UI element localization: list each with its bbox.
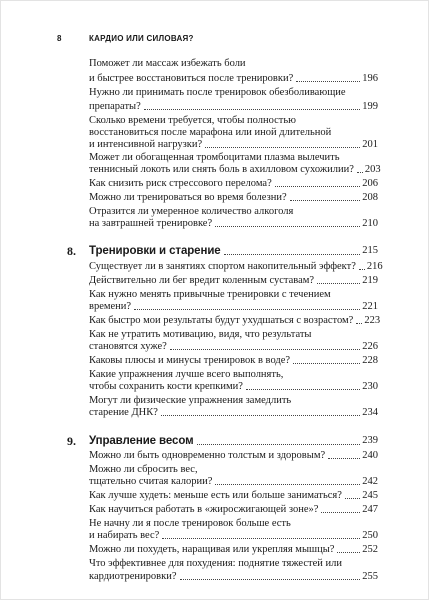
toc-page-number: 226 xyxy=(362,341,378,352)
toc-entry-text: Действительно ли бег вредит коленным суставам? xyxy=(89,275,315,286)
toc-entry-line xyxy=(89,275,378,287)
toc-entry-line xyxy=(89,206,378,218)
toc-entry-line xyxy=(89,395,378,407)
toc-entry-line xyxy=(89,152,378,164)
toc-entry-text: старение ДНК? xyxy=(89,407,158,418)
toc-entry-line xyxy=(89,450,378,462)
chapter-number: 8. xyxy=(67,244,76,258)
toc-page-number: 215 xyxy=(362,245,378,256)
toc-entry-line xyxy=(89,558,378,570)
toc-page-number: 255 xyxy=(362,571,378,582)
toc-entry-line xyxy=(89,101,378,113)
toc-entry-text: Что эффективнее для похудения: поднятие тяжестей или xyxy=(89,558,342,569)
toc-entry-line xyxy=(89,329,378,341)
toc-entry-line xyxy=(89,530,378,542)
chapter-title: Управление весом xyxy=(89,435,194,447)
toc-entry-line xyxy=(89,381,378,393)
toc-entry-text: Как не утратить мотивацию, видя, что результаты xyxy=(89,329,312,340)
toc-entry-line xyxy=(89,139,378,151)
chapter-title: Тренировки и старение xyxy=(89,245,221,257)
dot-leader xyxy=(293,355,360,364)
dot-leader xyxy=(275,178,361,187)
toc-page-number: 240 xyxy=(362,450,378,461)
chapter-heading xyxy=(67,434,378,448)
toc-page-number: 250 xyxy=(362,530,378,541)
toc-entry-line xyxy=(89,476,378,488)
dot-leader xyxy=(144,101,360,110)
toc-page-number: 242 xyxy=(362,476,378,487)
toc-page-number: 247 xyxy=(362,504,378,515)
toc-page-number: 234 xyxy=(362,407,378,418)
toc-entry-text: Как быстро мои результаты будут ухудшаться с возрастом? xyxy=(89,315,354,326)
toc-entry-text: Как нужно менять привычные тренировки с течением xyxy=(89,289,331,300)
toc-page-number: 203 xyxy=(364,164,381,175)
dot-leader xyxy=(170,341,360,350)
toc-entry-text: Как лучше худеть: меньше есть или больше заниматься? xyxy=(89,490,342,501)
dot-leader xyxy=(356,315,362,324)
toc-entry-text: восстановиться после марафона или иной длительной xyxy=(89,127,332,138)
toc-entry-text: и набирать вес? xyxy=(89,530,160,541)
toc-entry-text: становятся хуже? xyxy=(89,341,167,352)
toc-page-number: 228 xyxy=(362,355,378,366)
toc-page-number: 221 xyxy=(362,301,378,312)
dot-leader xyxy=(215,476,360,485)
running-page-number: 8 xyxy=(57,34,62,43)
dot-leader xyxy=(205,139,360,148)
dot-leader xyxy=(359,261,365,270)
toc-entry-line xyxy=(89,490,378,502)
toc-entry-line xyxy=(89,301,378,313)
toc-entry-line xyxy=(89,127,378,139)
toc-page-number: 201 xyxy=(362,139,378,150)
toc-entry-line xyxy=(89,58,378,70)
toc-entry-text: чтобы сохранить кости крепкими? xyxy=(89,381,243,392)
toc-entry-text: Не начну ли я после тренировок больше есть xyxy=(89,518,291,529)
toc-entry-line xyxy=(89,407,378,419)
dot-leader xyxy=(180,571,361,580)
toc-entry-line xyxy=(89,218,378,230)
dot-leader xyxy=(246,381,360,390)
toc-entry-text: и быстрее восстановиться после тренировки? xyxy=(89,73,294,84)
chapter-heading xyxy=(67,244,378,258)
toc-page-number: 245 xyxy=(362,490,378,501)
toc-entry-line xyxy=(89,192,378,204)
toc-entry-line xyxy=(89,504,378,516)
dot-leader xyxy=(345,490,360,499)
toc-entry-text: Может ли обогащенная тромбоцитами плазма вылечить xyxy=(89,152,340,163)
toc-page-number: 196 xyxy=(362,73,378,84)
toc-entry-line xyxy=(89,87,378,99)
dot-leader xyxy=(296,73,360,82)
toc-entry-line xyxy=(89,289,378,301)
dot-leader xyxy=(134,301,360,310)
dot-leader xyxy=(337,544,360,553)
toc-entry-line xyxy=(89,518,378,530)
toc-entry-text: Можно ли быть одновременно толстым и здоровым? xyxy=(89,450,326,461)
toc-entry-text: Каковы плюсы и минусы тренировок в воде? xyxy=(89,355,291,366)
toc-entry-line xyxy=(89,315,381,327)
chapter-number: 9. xyxy=(67,434,76,448)
toc-entry-text: Как научиться работать в «жиросжигающей зоне»? xyxy=(89,504,319,515)
toc-entry-text: Можно ли похудеть, наращивая или укрепляя мышцы? xyxy=(89,544,335,555)
toc-entry-line xyxy=(89,369,378,381)
toc-entry-text: теннисный локоть или снять боль в ахилловом сухожилии? xyxy=(89,164,354,175)
toc-entry-line xyxy=(89,571,378,583)
toc-page-number: 216 xyxy=(366,261,383,272)
toc-entry-text: Можно ли тренироваться во время болезни? xyxy=(89,192,287,203)
toc-entry-line xyxy=(89,261,383,273)
toc-entry-text: Поможет ли массаж избежать боли xyxy=(89,58,246,69)
dot-leader xyxy=(161,407,360,416)
dot-leader xyxy=(317,275,360,284)
dot-leader xyxy=(215,218,360,227)
toc-entry-line xyxy=(89,355,378,367)
toc-entry-line xyxy=(89,544,378,556)
toc-entry-line xyxy=(89,341,378,353)
toc-page-number: 199 xyxy=(362,101,378,112)
toc-entry-text: Сколько времени требуется, чтобы полностью xyxy=(89,115,296,126)
dot-leader xyxy=(224,244,361,255)
toc-entry-text: Как снизить риск стрессового перелома? xyxy=(89,178,272,189)
toc-page-number: 208 xyxy=(362,192,378,203)
toc-entry-text: Существует ли в занятиях спортом накопительный эффект? xyxy=(89,261,356,272)
dot-leader xyxy=(290,192,361,201)
toc-entry-text: на завтрашней тренировке? xyxy=(89,218,213,229)
toc-entry-line xyxy=(89,164,381,176)
toc-page-number: 219 xyxy=(362,275,378,286)
dot-leader xyxy=(357,164,363,173)
toc-entry-text: и интенсивной нагрузки? xyxy=(89,139,203,150)
toc-entry-text: Можно ли сбросить вес, xyxy=(89,464,198,475)
toc-page-number: 230 xyxy=(362,381,378,392)
toc-page-number: 252 xyxy=(362,544,378,555)
toc-entry-text: препараты? xyxy=(89,101,141,112)
dot-leader xyxy=(162,530,360,539)
toc-page-number: 239 xyxy=(362,435,378,446)
toc-entry-text: Нужно ли принимать после тренировок обезболивающие xyxy=(89,87,346,98)
toc-entry-text: Какие упражнения лучше всего выполнять, xyxy=(89,369,284,380)
toc-entry-line xyxy=(89,73,378,85)
toc-entry-line xyxy=(89,464,378,476)
toc-entry-text: Отразится ли умеренное количество алкоголя xyxy=(89,206,294,217)
toc-entry-text: тщательно считая калории? xyxy=(89,476,213,487)
toc-entry-line xyxy=(89,178,378,190)
toc-entry-text: Могут ли физические упражнения замедлить xyxy=(89,395,292,406)
dot-leader xyxy=(321,504,360,513)
toc-entry-text: кардиотренировки? xyxy=(89,571,177,582)
dot-leader xyxy=(328,450,360,459)
toc-page-number: 206 xyxy=(362,178,378,189)
running-title: КАРДИО ИЛИ СИЛОВАЯ? xyxy=(89,34,194,43)
toc-entry-line xyxy=(89,115,378,127)
toc-entry-text: времени? xyxy=(89,301,132,312)
dot-leader xyxy=(197,434,361,445)
toc-page-number: 223 xyxy=(364,315,381,326)
toc-page-number: 210 xyxy=(362,218,378,229)
